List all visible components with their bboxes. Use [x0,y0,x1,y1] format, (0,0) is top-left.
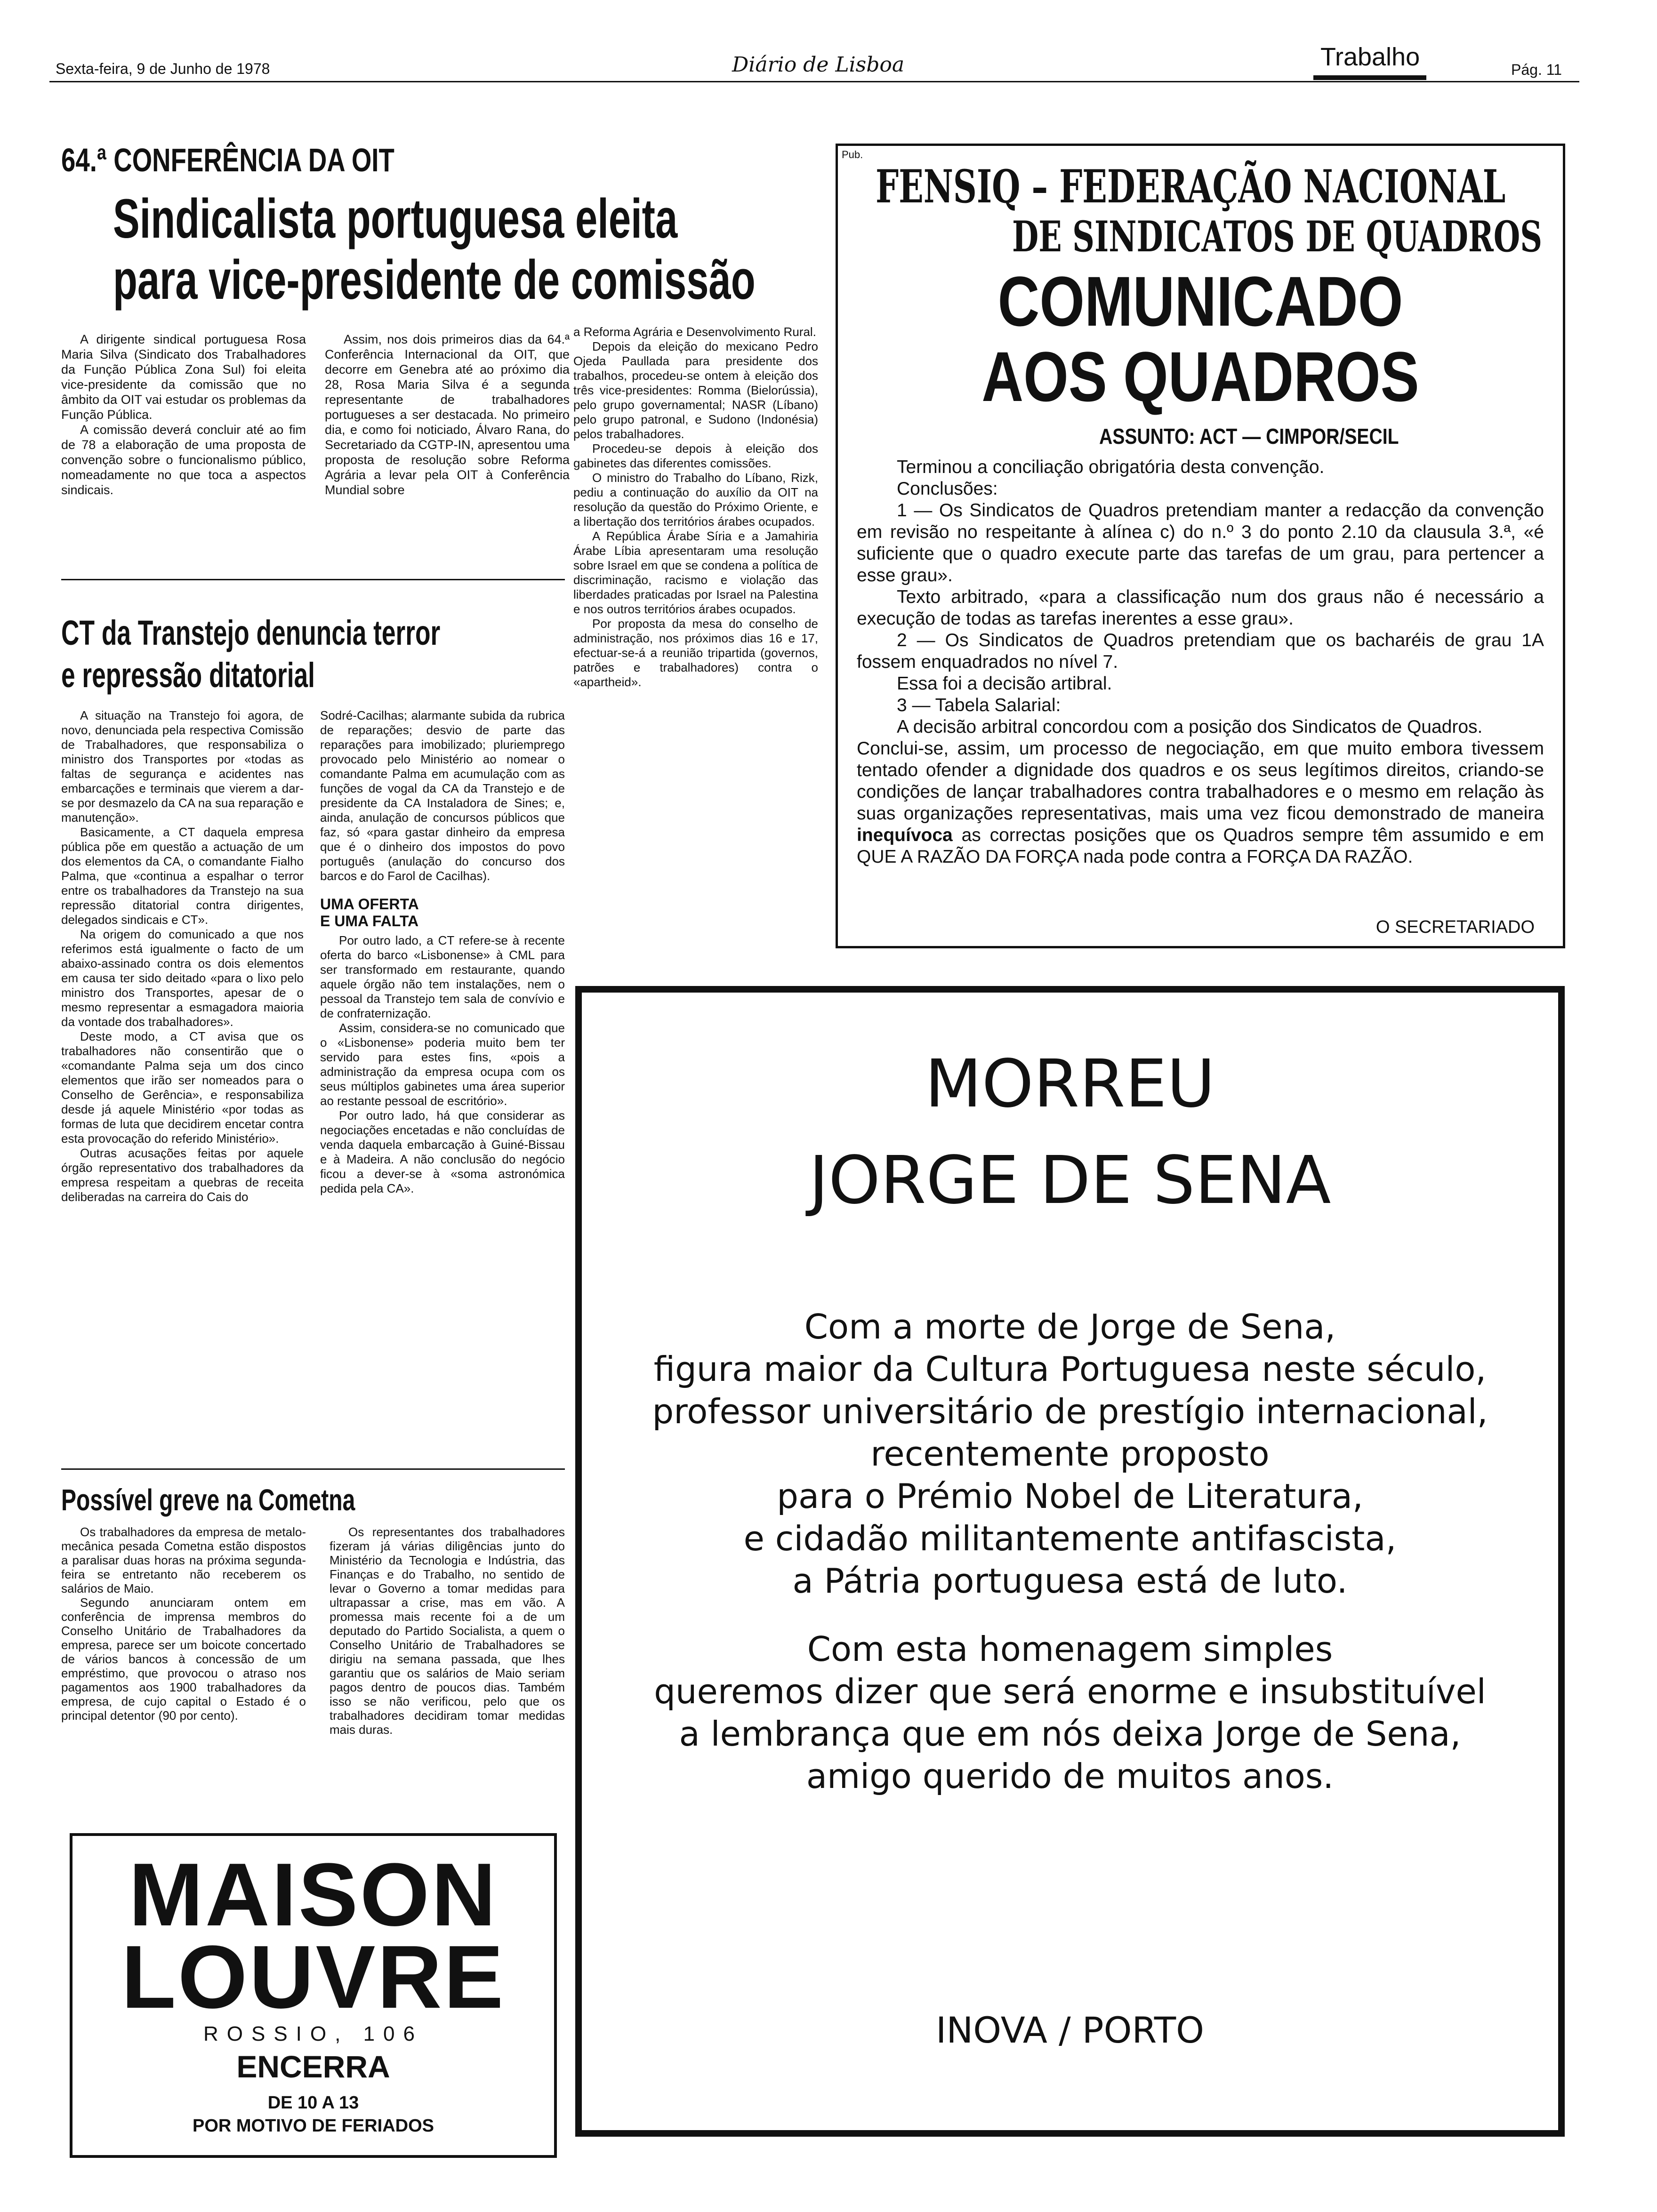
obituary-notice [575,986,1565,2137]
paragraph: Assim, considera-se no comunicado que o «Lisbonense» poderia muito bem ter servido para estes fins, «pois a administração da empresa ocupa com os seus múltiplos gabinetes uma área superior ao restante pessoal de escritório». [320,1021,565,1108]
paragraph: Por outro lado, há que considerar as negociações encetadas e não concluídas de venda daquela embarcação à Guiné-Bissau e à Madeira. A não conclusão do negócio ficou a dever-se à «soma astronómica pedida pela CA». [320,1108,565,1195]
text-line: amigo querido de muitos anos. [806,1756,1334,1796]
oit-divider [61,579,565,580]
paragraph: Deste modo, a CT avisa que os trabalhadores não consentirão que o «comandante Palma seja um dos cinco elementos que irão ser nomeados para o Conselho de Gerência», e responsabiliza desde já aquele Ministério «por todas as formas de luta que decidirem encetar contra esta provocação do referido Ministério». [61,1029,304,1146]
paragraph: 3 — Tabela Salarial: [897,695,1061,715]
fensiq-big-title: COMUNICADO AOS QUADROS [981,262,1419,416]
oit-column-2 [325,332,570,497]
paragraph: a Reforma Agrária e Desenvolvimento Rural. [573,325,816,339]
paragraph: 1 — Os Sindicatos de Quadros pretendiam manter a redacção da convenção em revisão no respeitante à alínea c) do n.º 3 do ponto 2.10 da clausula 3.ª, «é suficiente que o quadro execute parte das tarefas de um grau, para pertencer a esse grau». [857,500,1544,585]
paragraph: Conclui-se, assim, um processo de negociação, em que muito embora tivessem tentado ofender a dignidade dos quadros e os seus legítimos direitos, criando-se condições de lançar trabalhadores contra trabalhadores e o mesmo em relação às suas organizações representativas, mais uma vez ficou demonstrado de maneira inequívoca as correctas posições que os Quadros sempre têm assumido e em QUE A RAZÃO DA FORÇA nada pode contra a FORÇA DA RAZÃO. [857,738,1544,867]
paragraph: Os trabalhadores da empresa de metalo-mecânica pesada Cometna estão dispostos a paralisar duas horas na próxima segunda-feira se entretanto não receberem os salários de Maio. [61,1525,306,1595]
oit-column-3 [573,325,818,689]
ad-address: ROSSIO, 106 [203,2022,423,2045]
paragraph: A decisão arbitral concordou com a posição dos Sindicatos de Quadros. [897,717,1483,737]
fensiq-body [857,457,1544,868]
fensiq-signature: O SECRETARIADO [1375,917,1535,937]
maison-louvre-ad [70,1833,557,2158]
transtejo-headline: CT da Transtejo denuncia terror e repressão ditatorial [61,613,441,695]
obituary-title-2: JORGE DE SENA [809,1142,1331,1219]
paragraph: Outras acusações feitas por aquele órgão representativo dos trabalhadores da empresa respeitam a quebras de receita deliberadas na carreira do Cais do [61,1146,304,1204]
paragraph: Essa foi a decisão artibral. [897,673,1112,694]
text-line: a lembrança que em nós deixa Jorge de Sena, [679,1714,1461,1754]
oit-headline: Sindicalista portuguesa eleita para vice-presidente de comissão [113,188,756,311]
fensiq-title-line1: FENSIQ – FEDERAÇÃO NACIONAL [876,160,1506,213]
paragraph: Na origem do comunicado a que nos referimos está igualmente o facto de um abaixo-assinado contra os dois elementos em causa ter sido deitado «para o lixo pelo ministro dos Transportes, apesar de o mesmo representar a esmagadora maioria da vontade dos trabalhadores». [61,927,304,1029]
text-line: figura maior da Cultura Portuguesa neste século, [653,1349,1487,1389]
paragraph: Sodré-Cacilhas; alarmante subida da rubrica de reparações; desvio de parte das reparações para imobilizado; pluriemprego provocado pelo Ministério ao nomear o comandante Palma em acumulação com as funções de vogal da CA da Transtejo e de presidente da CA Instaladora de Sines; e, ainda, anulação de concursos públicos que faz, só «para gastar dinheiro da empresa que é o dinheiro dos impostos do povo português (anulação do concurso dos barcos e do Farol de Cacilhas). [320,708,565,883]
text-line: professor universitário de prestígio internacional, [652,1392,1488,1431]
text-line: Com esta homenagem simples [807,1629,1333,1669]
page-number: Pág. 11 [1511,61,1562,78]
obituary-homage [582,1628,1558,1797]
transtejo-column-1 [61,708,304,1204]
pub-label: Pub. [842,149,863,160]
oit-kicker: 64.ª CONFERÊNCIA DA OIT [61,142,394,178]
page-date: Sexta-feira, 9 de Junho de 1978 [56,60,270,77]
masthead: Diário de Lisboa [732,53,905,77]
obituary-signature: INOVA / PORTO [936,2009,1204,2051]
ad-title-line2: LOUVRE [121,1927,506,2027]
text-line: Com a morte de Jorge de Sena, [804,1307,1336,1346]
paragraph: A dirigente sindical portuguesa Rosa Maria Silva (Sindicato dos Trabalhadores da Função Pública Zona Sul) foi eleita vice-presidente da comissão que no âmbito da OIT vai estudar os problemas da Função Pública. [61,332,306,422]
paragraph: A República Árabe Síria e a Jamahiria Árabe Líbia apresentaram uma resolução sobre Israel em que se condena a política de discriminação, racismo e violação das liberdades praticadas por Israel na Palestina e nos outros territórios árabes ocupados. [573,529,818,616]
paragraph: A situação na Transtejo foi agora, de novo, denunciada pela respectiva Comissão de Trabalhadores, que responsabiliza o ministro dos Transportes por «todas as faltas de segurança e acidentes nas embarcações e terminais que vierem a dar-se por desmazelo da CA na sua reparação e manutenção». [61,708,304,825]
ad-status: ENCERRA [236,2049,390,2084]
obituary-title-1: MORREU [925,1046,1215,1122]
cometna-column-1 [61,1525,306,1723]
transtejo-column-2 [320,708,565,1196]
paragraph: Conclusões: [897,479,998,499]
paragraph: Por outro lado, a CT refere-se à recente oferta do barco «Lisbonense» à CML para ser transformado em restaurante, quando aquele órgão não tem instalações, nem o pessoal da Transtejo tem sala de convívio e de confraternização. [320,933,565,1020]
paragraph: Texto arbitrado, «para a classificação num dos graus não é necessário a execução de todas as tarefas inerentes a esse grau». [857,587,1544,629]
text-line: queremos dizer que será enorme e insubstituível [654,1672,1486,1711]
ad-reason: POR MOTIVO DE FERIADOS [192,2116,434,2136]
text-line: para o Prémio Nobel de Literatura, [777,1476,1363,1516]
text-line: recentemente proposto [870,1434,1270,1474]
header-rule [49,81,1579,82]
paragraph: Por proposta da mesa do conselho de administração, nos próximos dias 16 e 17, efectuar-se-á a reunião tripartida (governos, patrões e trabalhadores) contra o «apartheid». [573,617,818,689]
oit-column-1 [61,332,306,497]
paragraph: Os representantes dos trabalhadores fizeram já várias diligências junto do Ministério da Tecnologia e Indústria, das Finanças e do Trabalho, no sentido de levar o Governo a tomar medidas para ultrapassar a crise, mas em vão. A promessa mais recente foi a de um deputado do Partido Socialista, a quem o Conselho Unitário de Trabalhadores se dirigiu na semana passada, que lhes garantiu que os salários de Maio seriam pagos dentro de poucos dias. Também isso se não verificou, pelo que os trabalhadores decidiram tomar medidas mais duras. [330,1525,565,1737]
paragraph: Assim, nos dois primeiros dias da 64.ª Conferência Internacional da OIT, que decorre em Genebra até ao próximo dia 28, Rosa Maria Silva é a segunda representante de trabalhadores portugueses a ser destacada. No primeiro dia, e como foi noticiado, Álvaro Rana, do Secretariado da CGTP-IN, apresentou uma proposta de resolução sobre Reforma Agrária a levar pela OIT à Conferência Mundial sobre [325,332,570,497]
ad-title-line1: MAISON [129,1845,498,1945]
cometna-headline: Possível greve na Cometna [61,1483,355,1517]
section-name: Trabalho [1320,43,1420,71]
paragraph: Depois da eleição do mexicano Pedro Ojeda Paullada para presidente dos trabalhos, procedeu-se ontem à eleição dos três vice-presidentes: Romma (Bielorússia), pelo grupo governamental; NASR (Líbano) pelo grupo patronal, e Sudono (Indonésia) pelos trabalhadores. [573,339,818,441]
transtejo-divider [61,1468,565,1470]
fensiq-title-line2: DE SINDICATOS DE QUADROS [1012,212,1543,262]
paragraph: Procedeu-se depois à eleição dos gabinetes das diferentes comissões. [573,441,818,470]
paragraph: A comissão deverá concluir até ao fim de 78 a elaboração de uma proposta de convenção sobre o funcionalismo público, nomeadamente no que toca a aspectos sindicais. [61,423,306,497]
ad-dates: DE 10 A 13 [267,2093,359,2113]
text-line: e cidadão militantemente antifascista, [743,1519,1397,1558]
fensiq-subject: ASSUNTO: ACT — CIMPOR/SECIL [1099,424,1399,449]
paragraph: Segundo anunciaram ontem em conferência de imprensa membros do Conselho Unitário de Trabalhadores da empresa, parece ser um boicote concertado de vários bancos à concessão de um empréstimo, que provocou o atraso nos pagamentos aos 1900 trabalhadores da empresa, de cujo capital o Estado é o principal detentor (90 por cento). [61,1595,306,1723]
text-line: a Pátria portuguesa está de luto. [792,1561,1348,1601]
obituary-text [582,1306,1558,1602]
cometna-column-2 [330,1525,565,1737]
section-underline [1313,75,1426,80]
fensiq-communique [836,144,1565,948]
paragraph: Basicamente, a CT daquela empresa pública põe em questão a actuação de um dos elementos da CA, o comandante Fialho Palma, que «continua a espalhar o terror entre os trabalhadores da Transtejo na sua repressão ditatorial contra dirigentes, delegados sindicais e CT». [61,825,304,927]
paragraph: O ministro do Trabalho do Líbano, Rizk, pediu a continuação do auxílio da OIT na resolução da questão do Próximo Oriente, e a libertação dos territórios árabes ocupados. [573,471,818,529]
paragraph: Terminou a conciliação obrigatória desta convenção. [897,457,1325,477]
paragraph: 2 — Os Sindicatos de Quadros pretendiam que os bacharéis de grau 1A fossem enquadrados no nível 7. [857,630,1544,672]
subheading: UMA OFERTA E UMA FALTA [320,896,419,930]
